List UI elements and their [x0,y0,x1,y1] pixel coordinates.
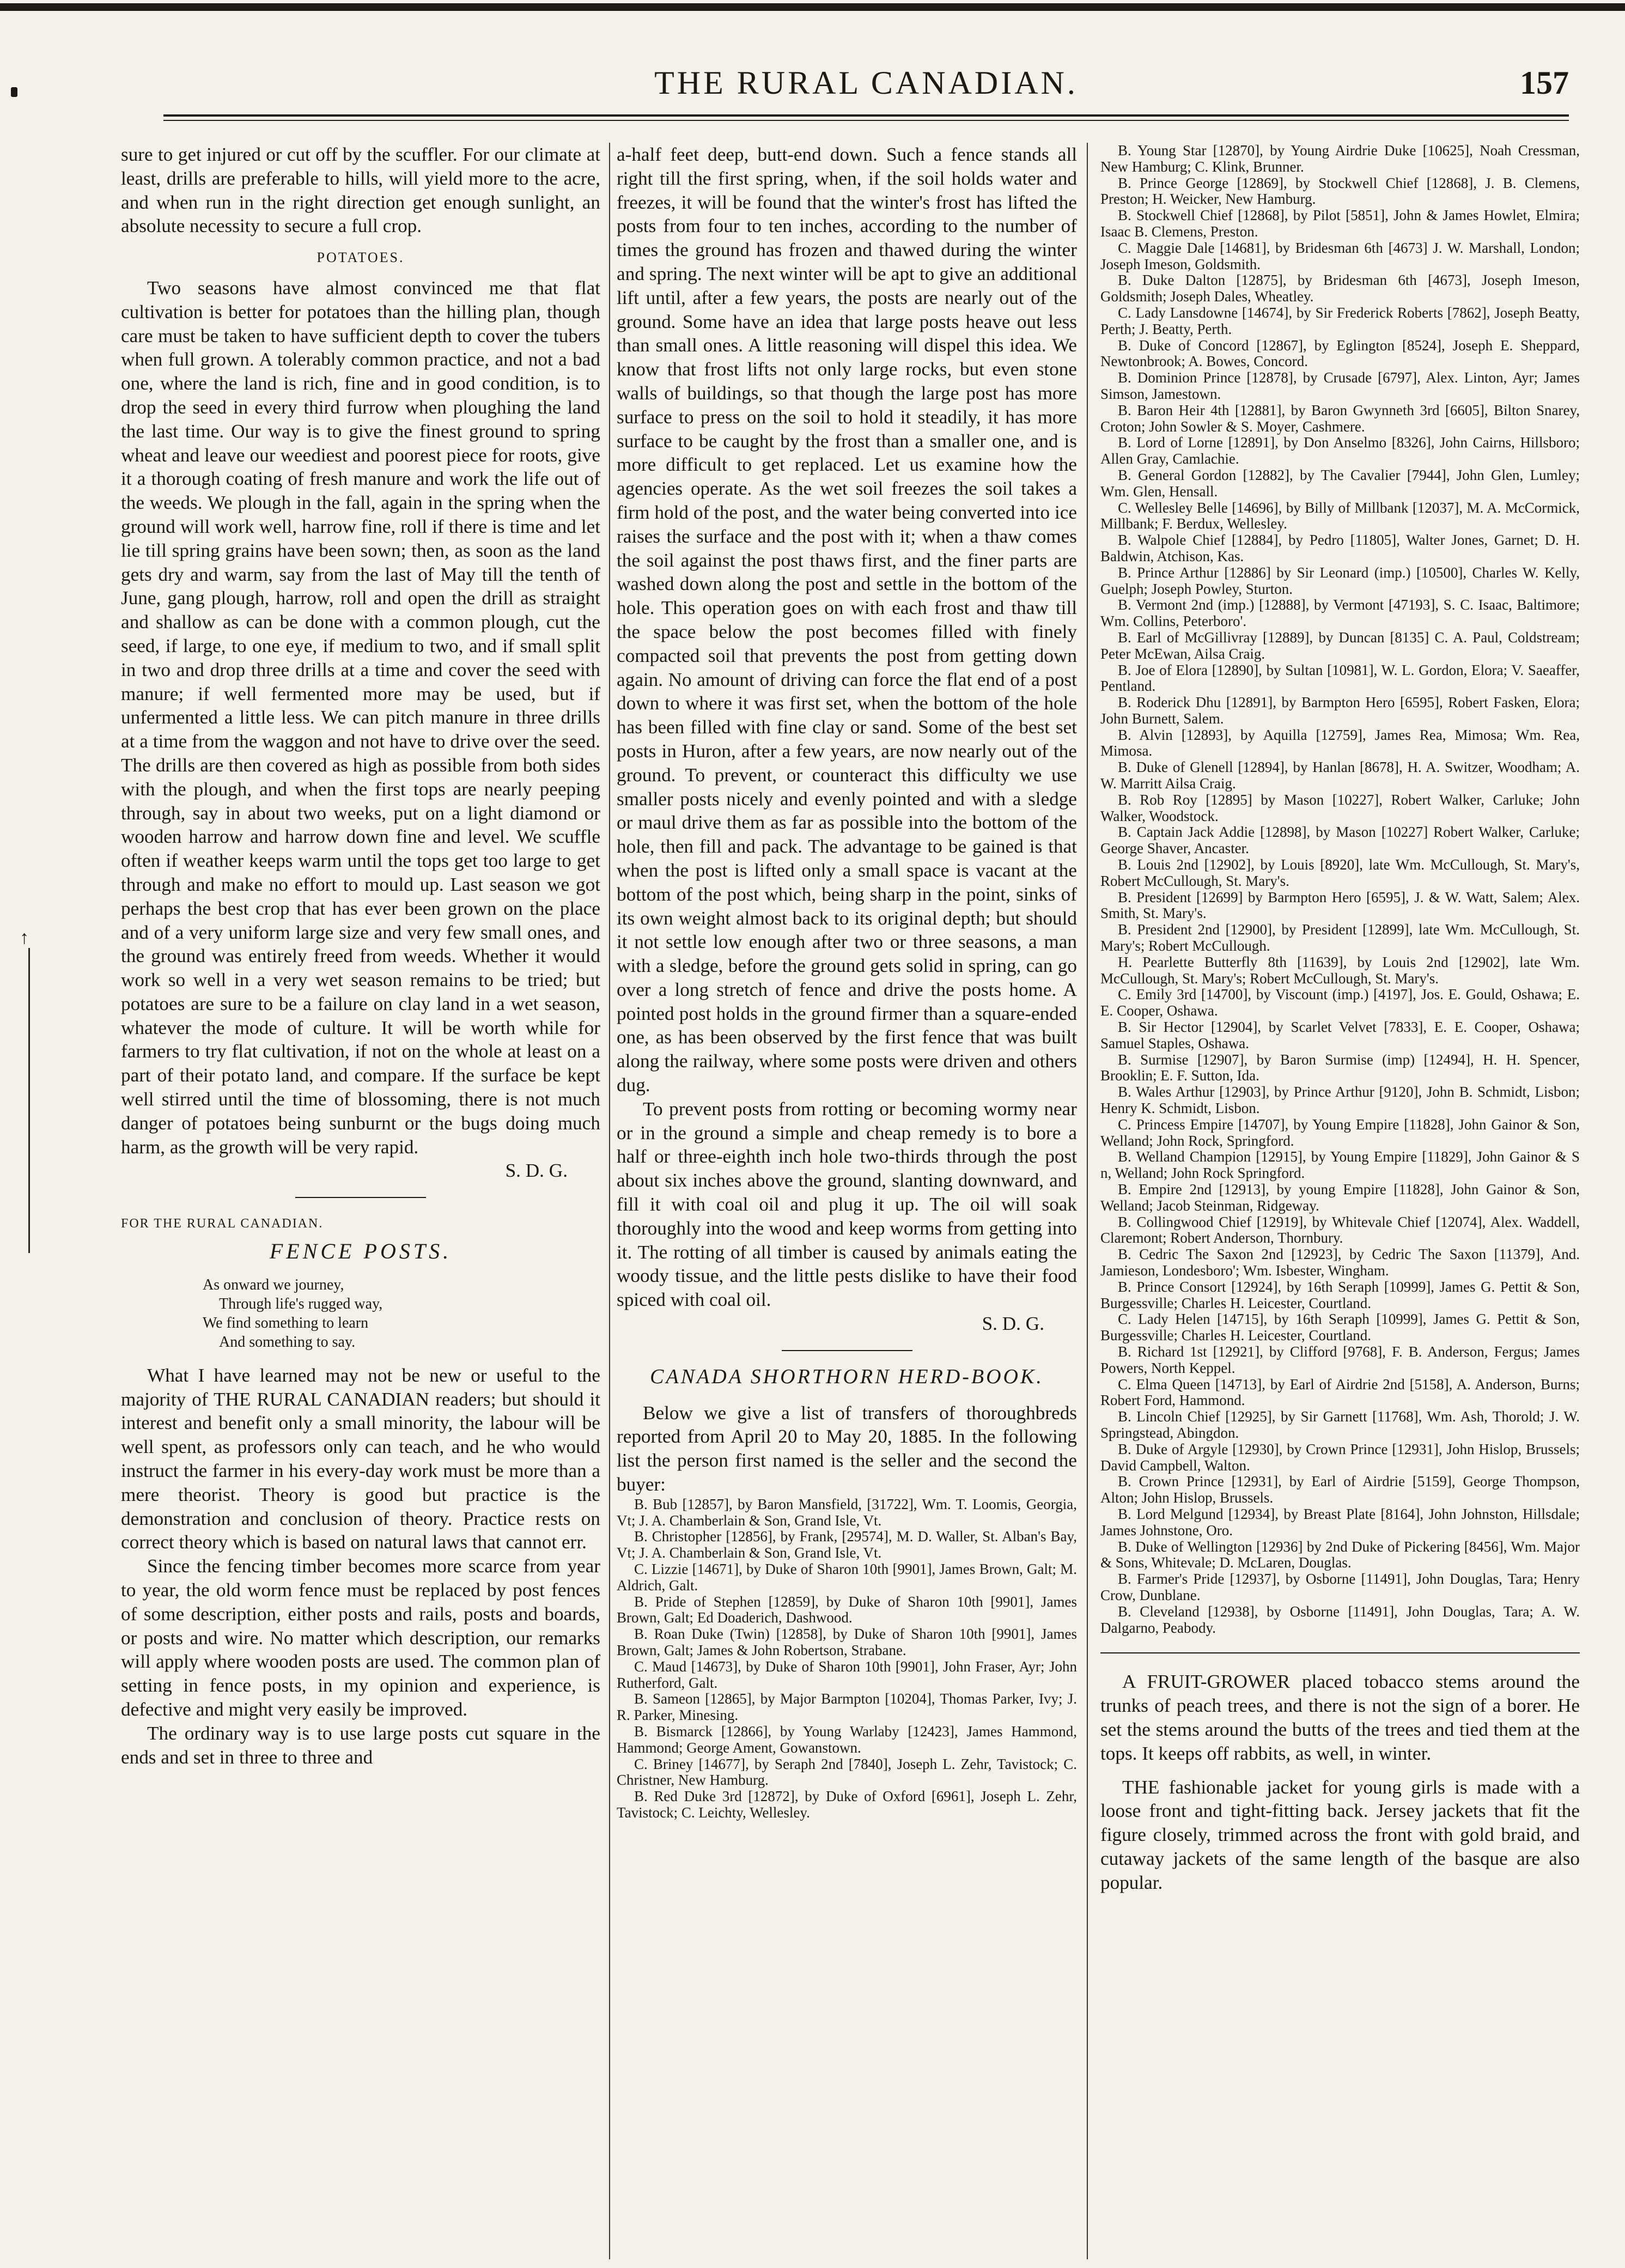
poem-line: As onward we journey, [203,1276,344,1293]
herd-entry: B. Cleveland [12938], by Osborne [11491], John Douglas, Tara; A. W. Dalgarno, Peabody. [1100,1603,1580,1636]
herd-entry: C. Briney [14677], by Seraph 2nd [7840], Joseph L. Zehr, Tavistock; C. Christner, New Hamburg. [617,1755,1077,1789]
herd-entry: B. Wales Arthur [12903], by Prince Arthur [9120], John B. Schmidt, Lisbon; Henry K. Schmidt, Lisbon. [1100,1084,1580,1117]
column-divider [609,143,610,2259]
herd-entry: C. Princess Empire [14707], by Young Empire [11828], John Gainor & Son, Welland; John Rock, Springford. [1100,1116,1580,1149]
page-number: 157 [1520,65,1569,101]
herd-entry: B. Stockwell Chief [12868], by Pilot [5851], John & James Howlet, Elmira; Isaac B. Clemens, Preston. [1100,207,1580,240]
top-border-rule [0,3,1625,11]
article-paragraph: To prevent posts from rotting or becoming wormy near or in the ground a simple and cheap remedy is to bore a half or three-eighth inch hole two-thirds through the post about six inches above the ground, slanting downward, and fill it with coal oil and plug it up. The oil will soak thoroughly into the wood and keep worms from getting into it. The rotting of all timber is caused by animals eating the woody tissue, and the little pests dislike to have their food spiced with coal oil. [617,1098,1077,1311]
margin-mark [11,87,17,97]
herd-entry: B. Duke of Wellington [12936] by 2nd Duke of Pickering [8456], Wm. Major & Sons, Whitevale; D. McLaren, Douglas. [1100,1538,1580,1571]
herd-entry: B. General Gordon [12882], by The Cavalier [7944], John Glen, Lumley; Wm. Glen, Hensall. [1100,466,1580,500]
news-item-fruit-grower: A FRUIT-GROWER placed tobacco stems around the trunks of peach trees, and there is not the sign of a borer. He set the stems around the butts of the trees and tied them at the tops. It keeps off rabbits, as well, in winter. [1100,1671,1580,1764]
article-paragraph: Below we give a list of transfers of thoroughbreds reported from April 20 to May 20, 1885. In the following list the person first named is the seller and the second the buyer: [617,1402,1077,1495]
herd-entry: B. Earl of McGillivray [12889], by Duncan [8135] C. A. Paul, Coldstream; Peter McEwan, Ailsa Craig. [1100,629,1580,662]
article-paragraph: What I have learned may not be new or useful to the majority of THE RURAL CANADIAN readers; but should it interest and benefit only a small minority, the labour will be well spent, as professors only can teach, and he who would instruct the farmer in his every-day work must be more than a mere theorist. Theory is good but practice is the demonstration and conclusion of theory. Practice rests on correct theory which is based on natural laws that cannot err. [121,1364,600,1553]
herd-entry: B. Duke of Argyle [12930], by Crown Prince [12931], John Hislop, Brussels; David Campbell, Walton. [1100,1440,1580,1474]
herd-entry: B. Richard 1st [12921], by Clifford [9768], F. B. Anderson, Fergus; James Powers, North Keppel. [1100,1343,1580,1376]
author-signature: S. D. G. [505,1160,568,1182]
herd-entry: B. Collingwood Chief [12919], by Whitevale Chief [12074], Alex. Waddell, Claremont; Robert Anderson, Thornbury. [1100,1213,1580,1247]
herd-entry: B. President 2nd [12900], by President [12899], late Wm. McCullough, St. Mary's; Robert McCullough. [1100,921,1580,954]
article-paragraph: The ordinary way is to use large posts cut square in the ends and set in three to three and [121,1722,600,1768]
article-separator [295,1197,426,1198]
herd-entry: C. Maggie Dale [14681], by Bridesman 6th [4673] J. W. Marshall, London; Joseph Imeson, Goldsmith. [1100,239,1580,272]
poem-line: We find something to learn [203,1314,369,1331]
column-divider [1087,143,1088,2259]
herd-entry: B. Prince George [12869], by Stockwell Chief [12868], J. B. Clemens, Preston; H. Weicker, New Hamburg. [1100,174,1580,208]
herd-entry: C. Emily 3rd [14700], by Viscount (imp.) [4197], Jos. E. Gould, Oshawa; E. E. Cooper, Oshawa. [1100,986,1580,1019]
herd-entry: B. Vermont 2nd (imp.) [12888], by Vermont [47193], S. C. Isaac, Baltimore; Wm. Collins, Peterboro'. [1100,597,1580,630]
herd-entry: B. Welland Champion [12915], by Young Empire [11829], John Gainor & S n, Welland; John Rock Springford. [1100,1148,1580,1182]
article-separator [782,1350,912,1351]
herd-entry: B. Farmer's Pride [12937], by Osborne [11491], John Douglas, Tara; Henry Crow, Dunblane. [1100,1571,1580,1603]
article-title-fence-posts: FENCE POSTS. [269,1239,452,1264]
header-rule [163,114,1569,117]
herd-entry: B. Prince Arthur [12886] by Sir Leonard (imp.) [10500], Charles W. Kelly, Guelph; Joseph Powley, Sturton. [1100,564,1580,597]
herd-entry: C. Lizzie [14671], by Duke of Sharon 10th [9901], James Brown, Galt; M. Aldrich, Galt. [617,1561,1077,1594]
herd-entry: B. Lord Melgund [12934], by Breast Plate [8164], John Johnston, Hillsdale; James Johnstone, Oro. [1100,1505,1580,1539]
herd-entry: C. Lady Helen [14715], by 16th Seraph [10999], James G. Pettit & Son, Burgessville; Charles H. Leicester, Courtland. [1100,1311,1580,1344]
poem-line: Through life's rugged way, [219,1295,383,1312]
section-heading-potatoes: POTATOES. [317,250,405,266]
herd-entry: B. Roan Duke (Twin) [12858], by Duke of Sharon 10th [9901], James Brown, Galt; James & John Robertson, Strabane. [617,1626,1077,1658]
herd-entry: B. Bub [12857], by Baron Mansfield, [31722], Wm. T. Loomis, Georgia, Vt; J. A. Chamberlain & Son, Grand Isle, Vt. [617,1495,1077,1529]
herd-entry: B. Young Star [12870], by Young Airdrie Duke [10625], Noah Cressman, New Hamburg; C. Klink, Brunner. [1100,143,1580,175]
herd-entry: B. Dominion Prince [12878], by Crusade [6797], Alex. Linton, Ayr; James Simson, Jamestown. [1100,369,1580,402]
page-header [163,64,1569,108]
column-2 [617,143,1077,2259]
margin-bar [28,948,30,1253]
herd-entry: H. Pearlette Butterfly 8th [11639], by Louis 2nd [12902], late Wm. McCullough, St. Mary's; Robert McCullough, St. Mary's. [1100,953,1580,987]
article-paragraph: sure to get injured or cut off by the scuffler. For our climate at least, drills are preferable to hills, will yield more to the acre, and when run in the right direction get enough sunlight, an absolute necessity to secure a full crop. [121,144,600,237]
herd-entry: B. Cedric The Saxon 2nd [12923], by Cedric The Saxon [11379], And. Jamieson, Londesboro'; Wm. Isbester, Wingham. [1100,1246,1580,1279]
article-paragraph: a-half feet deep, butt-end down. Such a fence stands all right till the first spring, when, if the soil holds water and freezes, it will be found that the winter's frost has lifted the posts from four to ten inches, according to the number of times the ground has frozen and thawed during the winter and spring. The next winter will be apt to give an additional lift until, after a few years, the posts are nearly out of the ground. Some have an idea that large posts heave out less than small ones. A little reasoning will dispel this idea. We know that frost lifts not only large rocks, but even stone walls of buildings, so that though the large post has more surface to press on the soil to hold it steadily, it has more surface to be caught by the frost than a smaller one, and is more difficult to get replaced. Let us examine how the agencies operate. As the wet soil freezes the soil takes a firm hold of the post, and the water being converted into ice raises the surface and the post with it; when a thaw comes the soil against the post thaws first, and the finer parts are washed down along the post and settle in the bottom of the hole. This operation goes on with each frost and thaw till the space below the post becomes filled with finely compacted soil that prevents the post from getting down again. No amount of driving can force the flat end of a post down to where it was first set, when the bottom of the hole has been filled with fine clay or sand. Some of the best set posts in Huron, after a few years, are now nearly out of the ground. To prevent, or counteract this difficulty we use smaller posts nicely and evenly pointed and with a sledge or maul drive them as far as possible into the bottom of the hole, then fill and pack. The advantage to be gained is that when the post is lifted only a small space is vacant at the bottom of the post which, being sharp in the point, sinks of its own weight almost back to its original depth; but should it not settle low enough after two or three seasons, a man with a sledge, before the ground gets solid in spring, can go over a long stretch of fence and drive the posts home. A pointed post holds in the ground firmer than a square-ended one, as has been observed by the first fence that was built along the railway, where some posts were driven and others dug. [617,144,1077,1096]
newspaper-title: THE RURAL CANADIAN. [654,65,1078,101]
herd-entry: B. Duke of Glenell [12894], by Hanlan [8678], H. A. Switzer, Woodham; A. W. Marritt Ailsa Craig. [1100,759,1580,792]
herd-entry: B. Duke Dalton [12875], by Bridesman 6th [4673], Joseph Imeson, Goldsmith; Joseph Dales, Wheatley. [1100,272,1580,305]
article-credit: FOR THE RURAL CANADIAN. [121,1217,324,1231]
column-3 [1100,143,1580,2259]
herd-entry: B. Joe of Elora [12890], by Sultan [10981], W. L. Gordon, Elora; V. Saeaffer, Pentland. [1100,661,1580,695]
herd-entry: B. Captain Jack Addie [12898], by Mason [10227] Robert Walker, Carluke; George Shaver, Ancaster. [1100,824,1580,857]
herd-entry: B. Pride of Stephen [12859], by Duke of Sharon 10th [9901], James Brown, Galt; Ed Doaderich, Dashwood. [617,1593,1077,1626]
column-1 [121,143,600,2259]
article-paragraph: Since the fencing timber becomes more scarce from year to year, the old worm fence must be replaced by post fences of some description, either posts and rails, posts and boards, or posts and wire. No matter which description, our remarks will apply where wooden posts are used. The common plan of setting in fence posts, in my opinion and experience, is defective and might very easily be improved. [121,1555,600,1720]
article-separator [1100,1652,1580,1653]
herd-entry: B. Lord of Lorne [12891], by Don Anselmo [8326], John Cairns, Hillsboro; Allen Gray, Camlachie. [1100,434,1580,467]
herd-entry: B. Sir Hector [12904], by Scarlet Velvet [7833], E. E. Cooper, Oshawa; Samuel Staples, Oshawa. [1100,1019,1580,1051]
herd-entry: B. Rob Roy [12895] by Mason [10227], Robert Walker, Carluke; John Walker, Woodstock. [1100,791,1580,824]
article-paragraph: Two seasons have almost convinced me that flat cultivation is better for potatoes than the hilling plan, though care must be taken to have sufficient depth to cover the tubers when full grown. A tolerably common practice, and not a bad one, where the land is rich, fine and in good condition, is to drop the seed in every third furrow when ploughing the land the last time. Our way is to give the finest ground to spring wheat and leave our weediest and poorest piece for roots, give it a thorough coating of fresh manure and work the life out of the weeds. We plough in the fall, again in the spring when the ground will work well, harrow fine, roll if there is time and let lie till spring grains have been sown; then, as soon as the land gets dry and warm, say from the last of May till the tenth of June, gang plough, harrow, roll and open the drill as straight and shallow as can be done with a common plough, cut the seed, if large, to one eye, if medium to two, and if small split in two and drop three drills at a time and cover the seed with manure; if well fermented more may be used, but if unfermented a little less. We can pitch manure in three drills at a time from the waggon and not have to drive over the seed. The drills are then covered as high as possible from both sides with the plough, and when the first tops are nearly peeping through, say in about two weeks, put on a light diamond or wooden harrow and harrow down fine and level. We scuffle often if weather keeps warm until the tops get too large to get through and make no effort to mould up. Last season we got perhaps the best crop that has ever been grown on the place and of a very uniform large size and very few small ones, and the ground was entirely freed from weeds. Whether it would work so well in a very wet season remains to be tried; but potatoes are sure to be a failure on clay land in a wet season, whatever the mode of culture. It will be worth while for farmers to try flat cultivation, if not on the whole at least on a part of their potato land, and compare. If the surface be kept well stirred until the time of blossoming, there is not much danger of potatoes being sunburnt or the bugs doing much harm, as the growth will be very rapid. [121,277,600,1158]
header-rule-thin [163,120,1569,121]
herd-entry: C. Maud [14673], by Duke of Sharon 10th [9901], John Fraser, Ayr; John Rutherford, Galt. [617,1658,1077,1691]
herd-entry: C. Wellesley Belle [14696], by Billy of Millbank [12037], M. A. McCormick, Millbank; F. Berdux, Wellesley. [1100,499,1580,532]
herd-entry: B. Walpole Chief [12884], by Pedro [11805], Walter Jones, Garnet; D. H. Baldwin, Atchison, Kas. [1100,532,1580,564]
herd-entry: B. Bismarck [12866], by Young Warlaby [12423], James Hammond, Hammond; George Ament, Gowanstown. [617,1723,1077,1756]
herd-entry: B. Lincoln Chief [12925], by Sir Garnett [11768], Wm. Ash, Thorold; J. W. Springstead, Abingdon. [1100,1408,1580,1441]
epigraph-poem [203,1275,600,1352]
news-item-jacket: THE fashionable jacket for young girls is made with a loose front and tight-fitting back. Jersey jackets that fit the figure closely, trimmed across the front with gold braid, and cutaway jackets of the same length of the basque are also popular. [1100,1776,1580,1893]
herd-entry: B. President [12699] by Barmpton Hero [6595], J. & W. Watt, Salem; Alex. Smith, St. Mary's. [1100,889,1580,922]
herd-entry: B. Duke of Concord [12867], by Eglington [8524], Joseph E. Sheppard, Newtonbrook; A. Bowes, Concord. [1100,337,1580,370]
author-signature: S. D. G. [982,1313,1044,1335]
herd-entry: B. Christopher [12856], by Frank, [29574], M. D. Waller, St. Alban's Bay, Vt; J. A. Chamberlain & Son, Grand Isle, Vt. [617,1528,1077,1561]
herd-entry: C. Elma Queen [14713], by Earl of Airdrie 2nd [5158], A. Anderson, Burns; Robert Ford, Hammond. [1100,1376,1580,1409]
herd-entry: C. Lady Lansdowne [14674], by Sir Frederick Roberts [7862], Joseph Beatty, Perth; J. Beatty, Perth. [1100,304,1580,337]
herd-entry: B. Louis 2nd [12902], by Louis [8920], late Wm. McCullough, St. Mary's, Robert McCullough, St. Mary's. [1100,856,1580,889]
margin-arrow-icon: ↑ [20,928,29,948]
herd-transfer-list [617,1497,1077,1821]
herd-entry: B. Roderick Dhu [12891], by Barmpton Hero [6595], Robert Fasken, Elora; John Burnett, Salem. [1100,694,1580,727]
article-title-herd-book: CANADA SHORTHORN HERD-BOOK. [650,1365,1044,1388]
herd-entry: B. Baron Heir 4th [12881], by Baron Gwynneth 3rd [6605], Bilton Snarey, Croton; John Sowler & S. Moyer, Cashmere. [1100,402,1580,435]
herd-entry: B. Alvin [12893], by Aquilla [12759], James Rea, Mimosa; Wm. Rea, Mimosa. [1100,726,1580,759]
herd-entry: B. Crown Prince [12931], by Earl of Airdrie [5159], George Thompson, Alton; John Hislop, Brussels. [1100,1473,1580,1506]
poem-line: And something to say. [219,1333,356,1351]
herd-entry: B. Empire 2nd [12913], by young Empire [11828], John Gainor & Son, Welland; Jacob Steinman, Ridgeway. [1100,1181,1580,1214]
herd-entry: B. Sameon [12865], by Major Barmpton [10204], Thomas Parker, Ivy; J. R. Parker, Minesing. [617,1691,1077,1724]
herd-entry: B. Prince Consort [12924], by 16th Seraph [10999], James G. Pettit & Son, Burgessville; Charles H. Leicester, Courtland. [1100,1278,1580,1311]
herd-transfer-list [1100,143,1580,1636]
herd-entry: B. Red Duke 3rd [12872], by Duke of Oxford [6961], Joseph L. Zehr, Tavistock; C. Leichty, Wellesley. [617,1788,1077,1821]
herd-entry: B. Surmise [12907], by Baron Surmise (imp) [12494], H. H. Spencer, Brooklin; E. F. Sutton, Ida. [1100,1051,1580,1084]
